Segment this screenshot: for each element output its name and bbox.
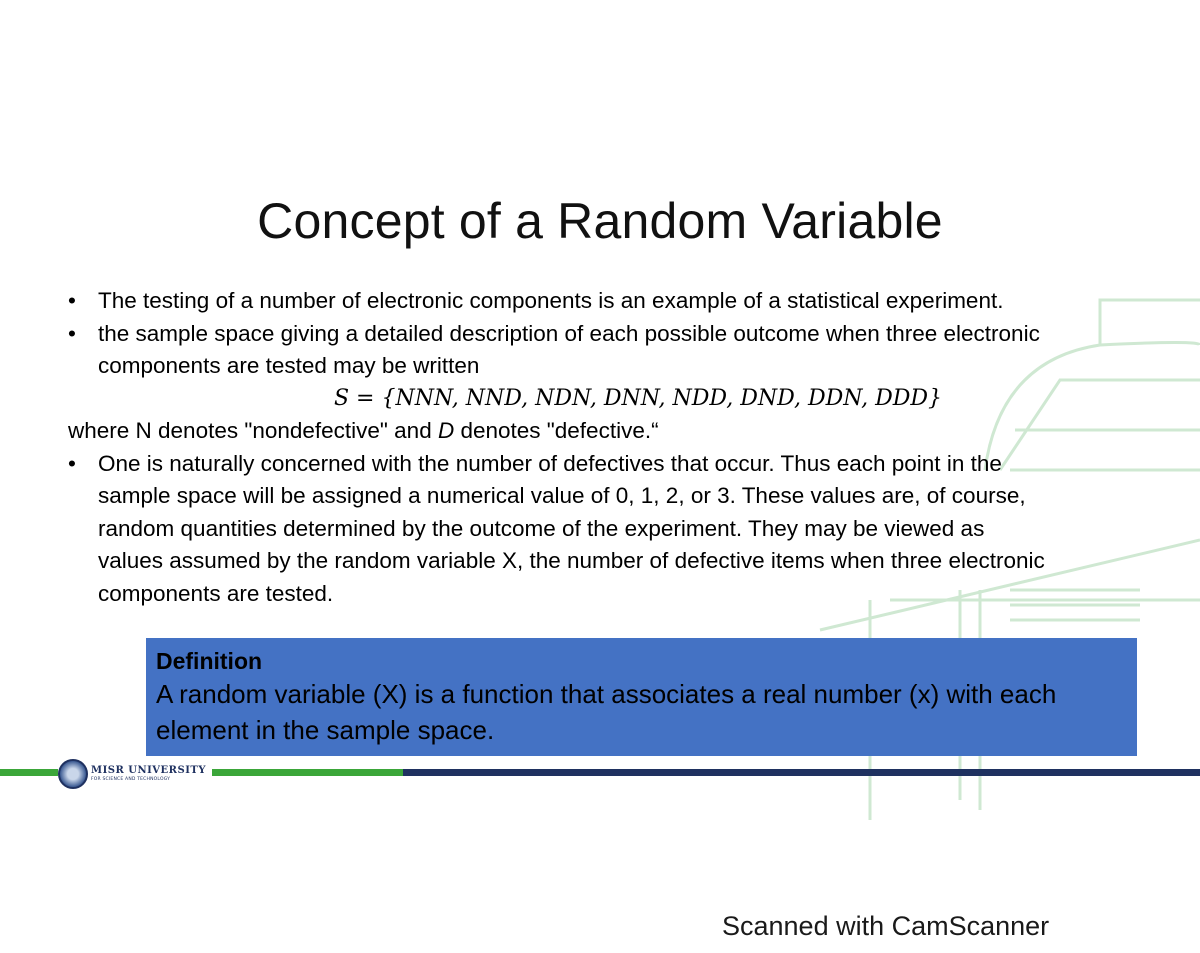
bullet-line: values assumed by the random variable X, the number of defective items when three electronic	[98, 548, 1045, 573]
sample-space-formula: S = {NNN, NND, NDN, DNN, NDD, DND, DDN, DDD}	[333, 385, 943, 411]
bullet-marker: •	[68, 450, 76, 476]
footer-blue-bar	[403, 769, 1200, 776]
where-italic: D	[437, 418, 455, 443]
where-line	[68, 415, 1168, 448]
logo-subtitle: FOR SCIENCE AND TECHNOLOGY	[91, 776, 171, 782]
definition-box	[146, 638, 1137, 756]
bullet-line: The testing of a number of electronic components is an example of a statistical experiment.	[98, 288, 1004, 313]
university-seal-icon	[58, 759, 88, 789]
slide-title: Concept of a Random Variable	[257, 193, 943, 249]
definition-line: A random variable (X) is a function that associates a real number (x) with each	[156, 679, 1057, 709]
definition-title: Definition	[156, 648, 263, 674]
logo-name: MISR UNIVERSITY	[91, 764, 206, 776]
bullet-line: the sample space giving a detailed description of each possible outcome when three electronic	[98, 320, 1040, 346]
slide-body	[68, 285, 1168, 610]
university-logo	[58, 757, 212, 791]
where-suffix: denotes "defective.“	[454, 418, 659, 443]
scanner-watermark: Scanned with CamScanner	[722, 911, 1050, 941]
definition-line: element in the sample space.	[156, 715, 495, 745]
bullet-item	[68, 318, 1168, 383]
bullet-line: One is naturally concerned with the number of defectives that occur. Thus each point in the	[98, 450, 1002, 476]
bullet-line: random quantities determined by the outcome of the experiment. They may be viewed as	[98, 515, 985, 541]
where-prefix: where N denotes "nondefective" and	[68, 418, 438, 443]
bullet-line: components are tested.	[98, 580, 334, 606]
bullet-item	[68, 285, 1168, 318]
bullet-line: components are tested may be written	[98, 353, 480, 378]
logo-text	[91, 766, 206, 783]
bullet-marker: •	[68, 320, 76, 346]
bullet-item	[68, 448, 1168, 611]
bullet-marker: •	[68, 288, 76, 313]
bullet-line: sample space will be assigned a numerical value of 0, 1, 2, or 3. These values are, of course,	[98, 483, 1026, 508]
